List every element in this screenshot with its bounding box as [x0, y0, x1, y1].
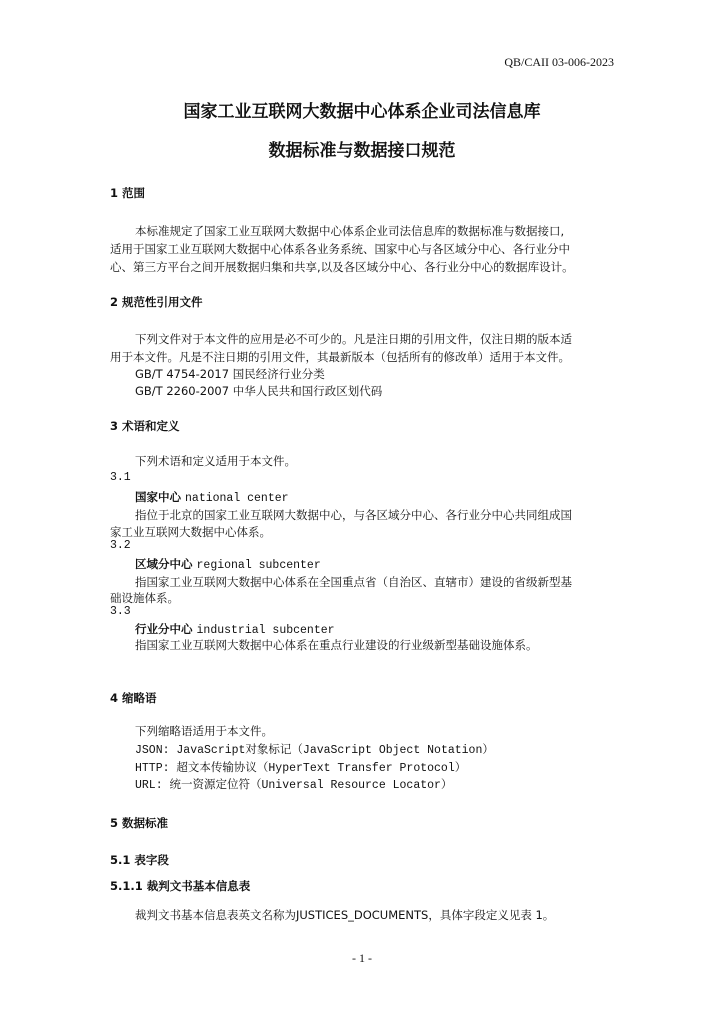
term-3-3-number: 3.3 [110, 605, 131, 618]
page-number: - 1 - [352, 951, 372, 965]
term-3-2-def-line2: 础设施体系。 [110, 591, 179, 605]
term-3-3-def-line1: 指国家工业互联网大数据中心体系在重点行业建设的行业级新型基础设施体系。 [135, 638, 538, 652]
normative-reference-1: GB/T 4754-2017 国民经济行业分类 [135, 367, 325, 381]
section-1-para-line3: 心、第三方平台之间开展数据归集和共享,以及各区域分中心、各行业分中心的数据库设计。 [110, 260, 574, 274]
section-5-1-1-para: 裁判文书基本信息表英文名称为JUSTICES_DOCUMENTS，具体字段定义见表 1。 [135, 908, 555, 922]
term-3-1-def-line2: 家工业互联网大数据中心体系。 [110, 525, 271, 539]
abbreviation-http: HTTP: 超文本传输协议（HyperText Transfer Protocol） [135, 762, 467, 775]
abbreviation-url: URL: 统一资源定位符（Universal Resource Locator） [135, 779, 453, 792]
section-3-intro: 下列术语和定义适用于本文件。 [135, 454, 296, 468]
section-5-1-heading: 5.1 表字段 [110, 853, 169, 867]
section-2-para-line1: 下列文件对于本文件的应用是必不可少的。凡是注日期的引用文件，仅注日期的版本适 [135, 332, 572, 346]
document-title-line1: 国家工业互联网大数据中心体系企业司法信息库 [183, 102, 541, 122]
standard-number: QB/CAII 03-006-2023 [504, 55, 614, 69]
term-en: national center [185, 492, 289, 505]
term-3-1-title [135, 489, 289, 505]
term-en: industrial subcenter [196, 624, 335, 637]
section-2-para-line2: 用于本文件。凡是不注日期的引用文件，其最新版本（包括所有的修改单）适用于本文件。 [110, 350, 570, 364]
section-1-para-line1: 本标准规定了国家工业互联网大数据中心体系企业司法信息库的数据标准与数据接口, [135, 224, 565, 238]
section-3-heading: 3 术语和定义 [110, 419, 180, 433]
term-3-2-title [135, 556, 321, 572]
section-4-intro: 下列缩略语适用于本文件。 [135, 724, 273, 738]
section-1-para-line2: 适用于国家工业互联网大数据中心体系各业务系统、国家中心与各区域分中心、各行业分中 [110, 242, 570, 256]
abbreviation-json: JSON: JavaScript对象标记（JavaScript Object Notation） [135, 744, 494, 757]
term-3-2-number: 3.2 [110, 539, 131, 552]
section-1-heading: 1 范围 [110, 186, 146, 200]
document-title-line2: 数据标准与数据接口规范 [268, 141, 456, 161]
term-3-2-def-line1: 指国家工业互联网大数据中心体系在全国重点省（自治区、直辖市）建设的省级新型基 [135, 575, 572, 589]
term-cn: 行业分中心 [135, 622, 193, 636]
term-cn: 区域分中心 [135, 557, 193, 571]
normative-reference-2: GB/T 2260-2007 中华人民共和国行政区划代码 [135, 384, 383, 398]
section-2-heading: 2 规范性引用文件 [110, 295, 203, 309]
term-3-3-title [135, 621, 335, 637]
section-5-heading: 5 数据标准 [110, 816, 169, 830]
term-en: regional subcenter [196, 559, 321, 572]
term-cn: 国家中心 [135, 490, 181, 504]
section-5-1-1-heading: 5.1.1 裁判文书基本信息表 [110, 879, 251, 893]
term-3-1-def-line1: 指位于北京的国家工业互联网大数据中心，与各区域分中心、各行业分中心共同组成国 [135, 508, 572, 522]
term-3-1-number: 3.1 [110, 471, 131, 484]
section-4-heading: 4 缩略语 [110, 691, 157, 705]
